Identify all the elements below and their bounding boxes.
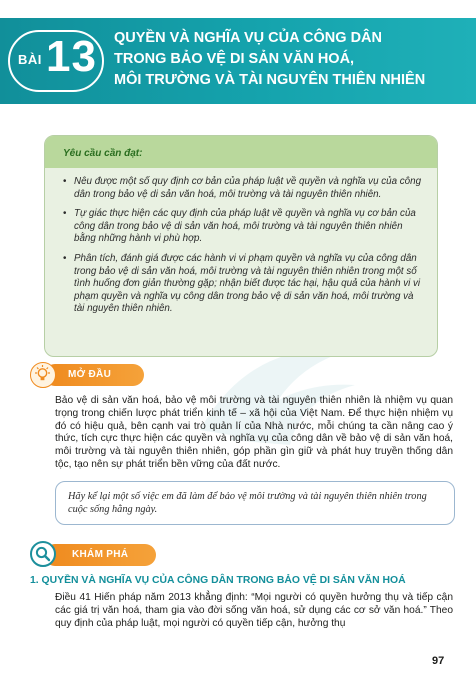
lesson-number: 13 [46,32,97,81]
lesson-word: BÀI [18,52,42,67]
lesson-header [0,0,476,112]
requirements-list [63,176,423,323]
requirements-heading: Yêu cầu cần đạt: [63,148,143,159]
requirements-box [44,135,438,357]
page-number: 97 [432,655,445,667]
list-item: • Tự giác thực hiện các quy định của pháp luật về quyền và nghĩa vụ cơ bản của công dân trong bảo vệ di sản văn hoá, môi trường và tài nguyên thiên nhiên bằng những hành vi phù hợp. [63,208,423,246]
lesson-title-line: TRONG BẢO VỆ DI SẢN VĂN HOÁ, [114,51,355,67]
lesson-title-line: QUYỀN VÀ NGHĨA VỤ CỦA CÔNG DÂN [114,30,382,46]
intro-task-box [55,481,455,525]
intro-paragraph: Bảo vệ di sản văn hoá, bảo vệ môi trường và tài nguyên thiên nhiên là nhiệm vụ quan trọng trong chiến lược phát triển kinh tế – xã hội của Việt Nam. Để thực hiện nhiệm vụ đó có hiệu quả, bên cạnh vai trò quản lí của Nhà nước, mỗi chúng ta cần nâng cao ý thức, tích cực thực hiện các quyền và nghĩa vụ của công dân về bảo vệ di sản văn hoá, môi trường và tài nguyên thiên nhiên, góp phần gìn giữ và phát huy truyền thống dân tộc, tạo nên sự phát triển bền vững của đất nước. [55,395,453,470]
section-heading: 1. QUYỀN VÀ NGHĨA VỤ CỦA CÔNG DÂN TRONG BẢO VỆ DI SẢN VĂN HOÁ [30,575,406,586]
list-item: • Phân tích, đánh giá được các hành vi vi phạm quyền và nghĩa vụ của công dân trong bảo vệ di sản văn hoá, môi trường và tài nguyên thiên nhiên trong một số tình huống đơn giản thường gặp; nhận biết được tác hại, hậu quả của hành vi vi phạm quyền và nghĩa vụ công dân trong bảo vệ di sản văn hoá, môi trường và tài nguyên thiên nhiên. [63,253,423,316]
lightbulb-icon [30,362,56,388]
lesson-title [114,28,469,91]
list-item: • Nêu được một số quy định cơ bản của pháp luật về quyền và nghĩa vụ của công dân trong bảo vệ di sản văn hoá, môi trường và tài nguyên thiên nhiên. [63,176,423,201]
lesson-title-line: MÔI TRƯỜNG VÀ TÀI NGUYÊN THIÊN NHIÊN [114,72,426,88]
explore-paragraph: Điều 41 Hiến pháp năm 2013 khẳng định: “Mọi người có quyền hưởng thụ và tiếp cận các giá trị văn hoá, tham gia vào đời sống văn hoá, sử dụng các cơ sở văn hoá.” Theo quy định của pháp luật, mọi người có quyền tiếp cận, hưởng thụ [55,592,453,629]
intro-label: MỞ ĐẦU [68,369,112,380]
explore-label: KHÁM PHÁ [72,549,129,560]
intro-task-text: Hãy kể lại một số việc em đã làm để bảo vệ môi trường và tài nguyên thiên nhiên trong cuộc sống hằng ngày. [68,491,427,515]
search-icon [30,541,56,567]
